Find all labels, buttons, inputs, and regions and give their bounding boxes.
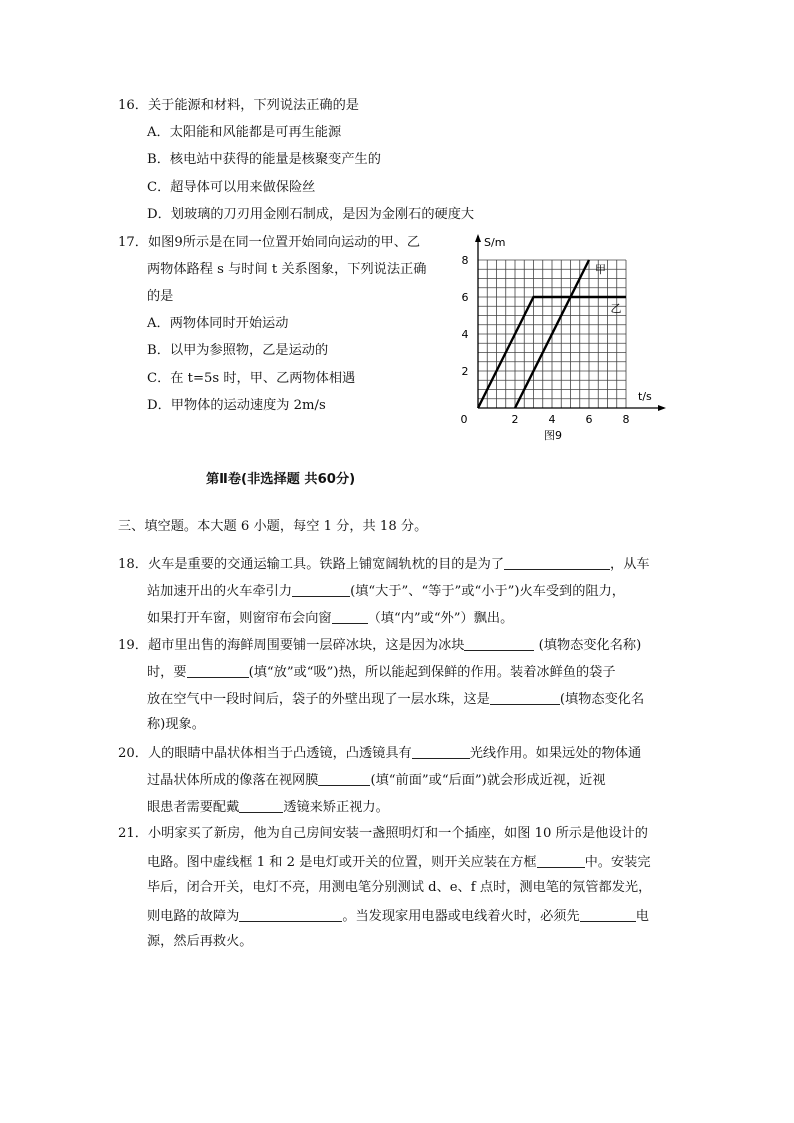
q20-text: 眼患者需要配戴: [147, 800, 240, 815]
section-fill-in-instructions: 三、填空题。本大题 6 小题，每空 1 分，共 18 分。: [118, 519, 428, 534]
q16-stem: 16．关于能源和材料，下列说法正确的是: [118, 98, 359, 113]
q20-text: 20．人的眼睛中晶状体相当于凸透镜，凸透镜具有: [118, 746, 412, 761]
q17-option-b: B．以甲为参照物，乙是运动的: [147, 343, 329, 358]
x-axis-arrow: [658, 405, 666, 411]
q21-text: 电路。图中虚线框 1 和 2 是电灯或开关的位置，则开关应装在方框: [147, 855, 537, 870]
q21-text: 电: [635, 909, 649, 924]
q20-line3: [147, 799, 389, 814]
q19-blank-2[interactable]: [187, 664, 249, 678]
q19-line4: 称)现象。: [147, 717, 205, 732]
q17-option-d: D．甲物体的运动速度为 2m/s: [147, 398, 326, 413]
y-axis-arrow: [475, 234, 481, 242]
q21-text: 。当发现家用电器或电线着火时，必须先: [342, 909, 580, 924]
q19-text: (填物态变化名称): [534, 638, 642, 653]
q21-line4: [147, 908, 649, 923]
q18-blank-2[interactable]: [292, 583, 350, 597]
y-axis-label: S/m: [484, 236, 506, 249]
q18-line3: [147, 610, 513, 625]
q19-line2: [147, 664, 616, 679]
q16-option-d: D．划玻璃的刀刃用金刚石制成，是因为金刚石的硬度大: [147, 207, 475, 222]
q18-line2: [147, 583, 625, 598]
q17-option-a: A．两物体同时开始运动: [147, 316, 289, 331]
q17-stem-line2: 两物体路程 s 与时间 t 关系图象，下列说法正确: [147, 262, 427, 277]
y-tick-label: 8: [461, 254, 469, 267]
q18-text: 如果打开车窗，则窗帘布会向窗: [147, 611, 332, 626]
q21-line5: 源，然后再救火。: [147, 934, 253, 949]
y-tick-label: 6: [461, 291, 469, 304]
q19-line1: [118, 637, 641, 652]
x-tick-label: 4: [548, 413, 556, 426]
q20-line2: [147, 772, 606, 787]
series-label-jia: 甲: [595, 263, 606, 276]
q20-blank-3[interactable]: [239, 799, 283, 813]
q18-text: ，从车: [610, 557, 650, 572]
q18-blank-1[interactable]: [504, 556, 610, 570]
q21-line3: 毕后，闭合开关，电灯不亮，用测电笔分别测试 d、e、f 点时，测电笔的氖管都发光，: [147, 880, 652, 895]
q16-option-c: C．超导体可以用来做保险丝: [147, 180, 316, 195]
x-tick-label: 2: [511, 413, 519, 426]
part2-title: 第Ⅱ卷(非选择题 共60分): [206, 472, 356, 487]
q21-text: 中。安装完: [584, 855, 651, 870]
x-axis-label: t/s: [638, 390, 652, 403]
x-tick-label: 6: [585, 413, 593, 426]
q20-text: 过晶状体所成的像落在视网膜: [147, 773, 319, 788]
y-tick-label: 2: [461, 365, 469, 378]
q21-line2: [147, 854, 651, 869]
q17-option-c: C．在 t=5s 时，甲、乙两物体相遇: [147, 371, 356, 386]
q21-line1: 21．小明家买了新房，他为自己房间安装一盏照明灯和一个插座，如图 10 所示是他设计的: [118, 826, 648, 841]
q21-blank-3[interactable]: [580, 908, 636, 922]
q19-text: (填物态变化名: [559, 692, 645, 707]
q18-text: 站加速开出的火车牵引力: [147, 584, 293, 599]
figure-9-graph: [445, 232, 675, 447]
series-label-yi: 乙: [610, 302, 622, 315]
q21-text: 则电路的故障为: [147, 909, 240, 924]
q19-text: 时，要: [147, 665, 187, 680]
q20-text: 透镜来矫正视力。: [283, 800, 389, 815]
q19-line3: [147, 691, 644, 706]
q21-blank-2[interactable]: [239, 908, 342, 922]
q19-blank-1[interactable]: [464, 637, 534, 651]
q18-line1: [118, 556, 650, 571]
q20-blank-1[interactable]: [412, 745, 470, 759]
q16-option-b: B．核电站中获得的能量是核聚变产生的: [147, 152, 381, 167]
y-tick-label: 4: [461, 328, 469, 341]
figure-caption: 图9: [544, 429, 562, 442]
q18-text: (填“大于”、“等于”或“小于”)火车受到的阻力，: [350, 584, 625, 599]
q18-text: 18．火车是重要的交通运输工具。铁路上铺宽阔轨枕的目的是为了: [118, 557, 505, 572]
q20-text: (填“前面”或“后面”)就会形成近视，近视: [370, 773, 606, 788]
q18-blank-3[interactable]: [332, 610, 368, 624]
q19-blank-3[interactable]: [490, 691, 560, 705]
q16-option-a: A．太阳能和风能都是可再生能源: [147, 125, 342, 140]
q17-stem-line1: 17．如图9所示是在同一位置开始同向运动的甲、乙: [118, 235, 421, 250]
origin-label: 0: [460, 413, 468, 426]
q20-blank-2[interactable]: [318, 772, 370, 786]
q19-text: 放在空气中一段时间后，袋子的外壁出现了一层水珠，这是: [147, 692, 490, 707]
q17-stem-line3: 的是: [147, 289, 174, 304]
q20-line1: [118, 745, 641, 760]
q18-text: （填“内”或“外”）飘出。: [367, 611, 514, 626]
q19-text: 19．超市里出售的海鲜周围要铺一层碎冰块，这是因为冰块: [118, 638, 465, 653]
x-tick-label: 8: [622, 413, 630, 426]
q21-blank-1[interactable]: [537, 854, 585, 868]
q19-text: (填“放”或“吸”)热，所以能起到保鲜的作用。装着冰鲜鱼的袋子: [248, 665, 616, 680]
q20-text: 光线作用。如果远处的物体通: [469, 746, 642, 761]
